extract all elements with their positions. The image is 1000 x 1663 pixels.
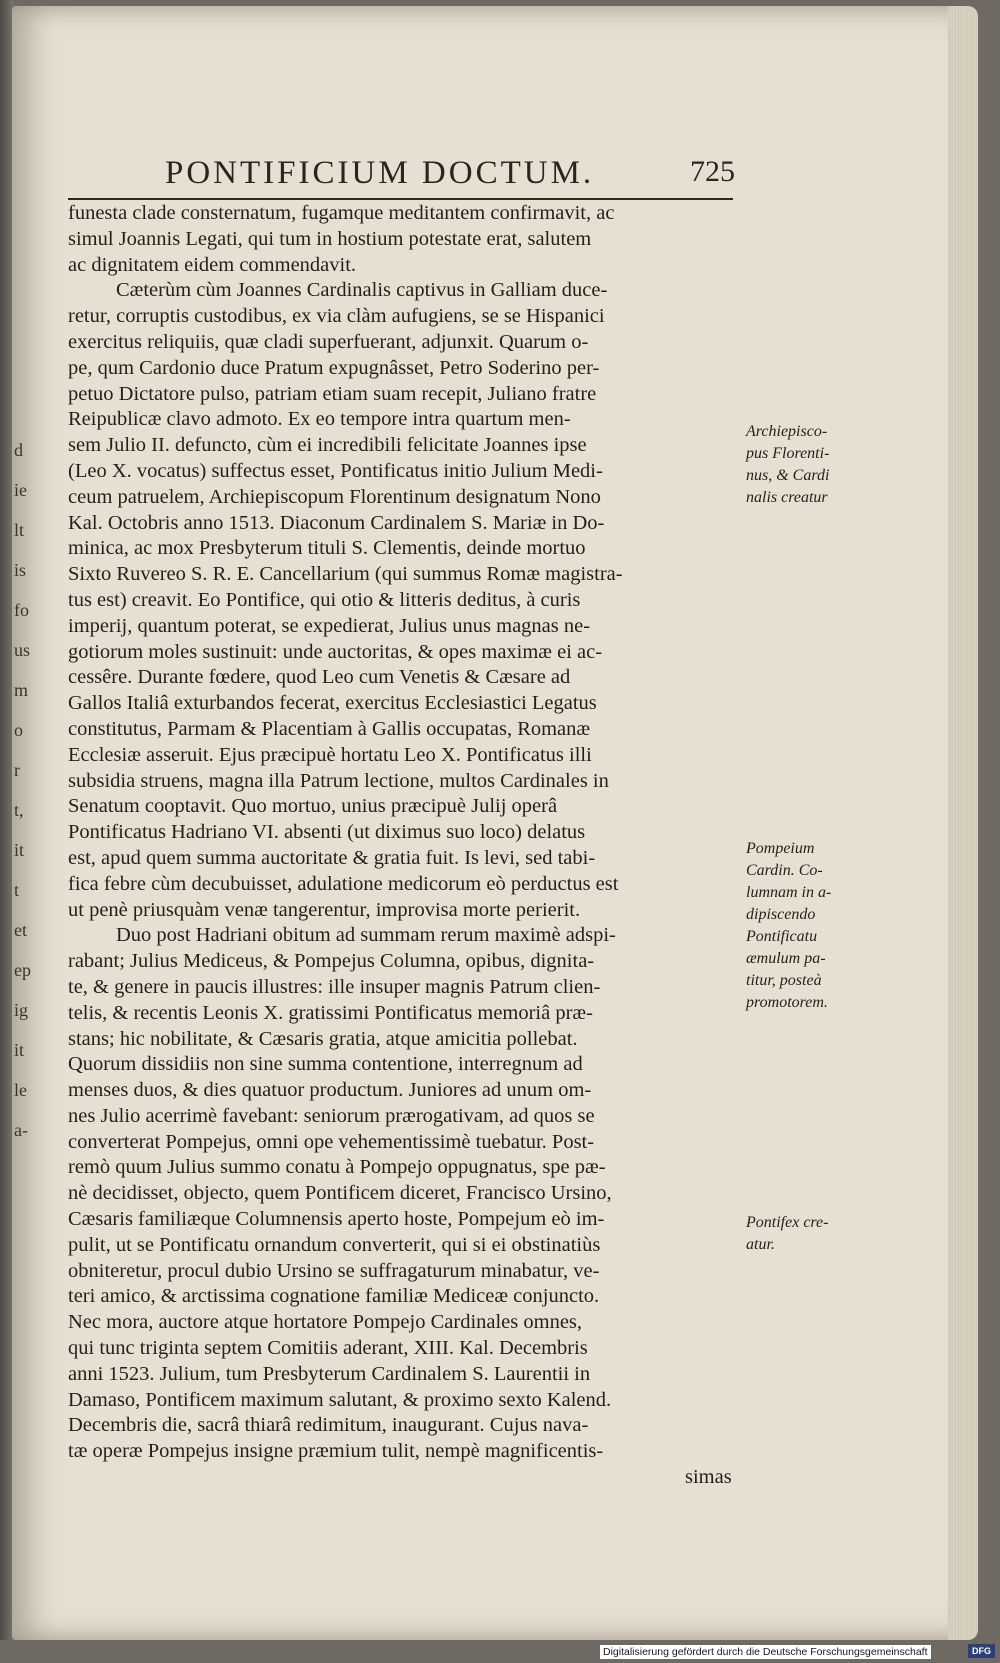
text-line: pulit, ut se Pontificatu ornandum converterit, qui si ei obstinatiùs (68, 1233, 601, 1256)
marginal-note-line: Pontificatu (746, 928, 818, 945)
text-line: Ecclesiæ asseruit. Ejus præcipuè hortatu Leo X. Pontificatus illi (68, 743, 592, 766)
text-line: nes Julio acerrimè favebant: seniorum prærogativam, ad quos se (68, 1104, 595, 1127)
text-line: tus est) creavit. Eo Pontifice, qui otio & litteris deditus, à curis (68, 588, 581, 611)
gutter-fragment: a- (14, 1120, 28, 1140)
gutter-fragment: us (14, 640, 31, 660)
gutter-fragment: fo (14, 600, 29, 620)
text-line: Cæsaris familiæque Columnensis aperto hoste, Pompejum eò im- (68, 1208, 605, 1231)
text-line: (Leo X. vocatus) suffectus esset, Pontificatus initio Julium Medi- (68, 459, 603, 482)
gutter-fragment: m (14, 680, 29, 700)
text-line: teri amico, & arctissima cognatione familiæ Mediceæ conjuncto. (68, 1285, 600, 1308)
text-line: qui tunc triginta septem Comitiis aderant, XIII. Kal. Decembris (68, 1337, 588, 1360)
text-line: Damaso, Pontificem maximum salutant, & proximo sexto Kalend. (68, 1388, 612, 1411)
marginal-note-line: Pompeium (746, 840, 815, 857)
text-line: tæ operæ Pompejus insigne præmium tulit, nempè magnificentis- (68, 1440, 604, 1463)
gutter-fragment: it (14, 1040, 25, 1060)
marginal-note-line: nalis creatur (746, 489, 828, 506)
text-line: Quorum dissidiis non sine summa contentione, interregnum ad (68, 1053, 583, 1076)
header-rule (68, 198, 733, 200)
text-line: funesta clade consternatum, fugamque meditantem confirmavit, ac (68, 202, 615, 224)
text-line: rabant; Julius Mediceus, & Pompejus Columna, opibus, dignita- (68, 950, 595, 973)
gutter-fragment: is (14, 560, 27, 580)
text-line: gotiorum moles sustinuit: unde auctoritas, & opes maximæ ei ac- (68, 640, 603, 663)
text-line: telis, & recentis Leonis X. gratissimi Pontificatus memoriâ præ- (68, 1001, 593, 1024)
marginal-note-line: Archiepisco- (746, 423, 828, 440)
gutter-fragment: ig (14, 1000, 29, 1020)
marginal-note-line: æmulum pa- (746, 950, 826, 967)
text-line: Gallos Italiâ exturbandos fecerat, exercitus Ecclesiastici Legatus (68, 692, 597, 715)
marginal-note-line: lumnam in a- (746, 884, 832, 901)
text-line: petuo Dictatore pulso, patriam etiam suam recepit, Juliano fratre (68, 382, 597, 405)
marginal-note-archiepiscopus (746, 421, 846, 509)
text-line: Cæterùm cùm Joannes Cardinalis captivus in Galliam duce- (116, 279, 608, 302)
page-header (165, 155, 735, 195)
text-line: Nec mora, auctore atque hortatore Pompejo Cardinales omnes, (68, 1311, 583, 1334)
text-line: minica, ac mox Presbyterum tituli S. Clementis, deinde mortuo (68, 537, 586, 560)
text-line: ceum patruelem, Archiepiscopum Florentinum designatum Nono (68, 485, 601, 508)
text-line: obniteretur, procul dubio Ursino se suffragaturum minabatur, ve- (68, 1259, 600, 1282)
gutter-fragment: it (14, 840, 25, 860)
text-line: Pontificatus Hadriano VI. absenti (ut diximus suo loco) delatus (68, 821, 586, 844)
text-line: exercitus reliquiis, quæ cladi superfuerant, adjunxit. Quarum o- (68, 330, 589, 353)
text-line: retur, corruptis custodibus, ex via clàm aufugiens, se se Hispanici (68, 305, 605, 328)
text-line: converterat Pompejus, omni ope vehementissimè tuebatur. Post- (68, 1130, 595, 1153)
marginal-note-line: Pontifex cre- (746, 1214, 829, 1231)
gutter-fragments (14, 430, 32, 1150)
marginal-note-line: atur. (746, 1236, 775, 1253)
text-line: subsidia struens, magna illa Patrum lectione, multos Cardinales in (68, 769, 609, 792)
text-line: Sixto Ruvereo S. R. E. Cancellarium (qui summus Romæ magistra- (68, 563, 623, 586)
text-line: simul Joannis Legati, qui tum in hostium potestate erat, salutem (68, 227, 592, 250)
text-line: nè decidisset, objecto, quem Pontificem diceret, Francisco Ursino, (68, 1182, 612, 1205)
text-line: remò quum Julius summo conatu à Pompejo oppugnatus, spe pæ- (68, 1156, 606, 1179)
text-line: Senatum cooptavit. Quo mortuo, unius præcipuè Julij operâ (68, 795, 558, 818)
text-line: est, apud quem summa auctoritate & gratia fuit. Is levi, sed tabi- (68, 846, 596, 869)
marginal-note-line: Cardin. Co- (746, 862, 823, 879)
catchword: simas (685, 1466, 732, 1489)
text-line: ac dignitatem eidem commendavit. (68, 253, 357, 276)
text-line: imperij, quantum poterat, se expedierat, Julius unus magnas ne- (68, 614, 591, 637)
page-number: 725 (690, 155, 735, 188)
gutter-fragment: le (14, 1080, 27, 1100)
gutter-fragment: r (14, 760, 20, 780)
marginal-note-line: dipiscendo (746, 906, 816, 923)
gutter-fragment: t (14, 880, 20, 900)
text-line: te, & genere in paucis illustres: ille insuper magnis Patrum clien- (68, 975, 601, 998)
gutter-fragment: d (14, 440, 23, 460)
marginal-note-line: titur, posteà (746, 972, 822, 989)
dfg-logo: DFG (968, 1644, 995, 1658)
gutter-fragment: et (14, 920, 27, 940)
marginal-note-pompeium (746, 838, 846, 1014)
text-line: fica febre cùm decubuisset, adulatione medicorum eò perductus est (68, 872, 619, 895)
marginal-note-line: promotorem. (746, 994, 828, 1011)
marginal-note-pontifex (746, 1212, 846, 1256)
gutter-fragment: lt (14, 520, 25, 540)
text-line: stans; hic nobilitate, & Cæsaris gratia, atque amicitia pollebat. (68, 1027, 578, 1050)
marginal-note-line: pus Florenti- (746, 445, 830, 462)
gutter-fragment: ep (14, 960, 31, 980)
marginal-note-line: nus, & Cardi (746, 467, 830, 484)
text-line: cessêre. Durante fœdere, quod Leo cum Venetis & Cæsare ad (68, 666, 571, 689)
gutter-fragment: o (14, 720, 23, 740)
text-line: Kal. Octobris anno 1513. Diaconum Cardinalem S. Mariæ in Do- (68, 511, 605, 534)
running-head: PONTIFICIUM DOCTUM. (165, 155, 595, 191)
text-line: pe, qum Cardonio duce Pratum expugnâsset, Petro Soderino per- (68, 356, 600, 379)
text-line: constitutus, Parmam & Placentiam à Gallis occupatas, Romanæ (68, 717, 591, 740)
digitization-credit: Digitalisierung gefördert durch die Deutsche Forschungsgemeinschaft (600, 1645, 931, 1659)
page-edge (948, 6, 978, 1640)
text-line: sem Julio II. defuncto, cùm ei incredibili felicitate Joannes ipse (68, 434, 587, 457)
text-line: Duo post Hadriani obitum ad summam rerum maximè adspi- (116, 924, 616, 947)
gutter-fragment: ie (14, 480, 27, 500)
text-line: anni 1523. Julium, tum Presbyterum Cardinalem S. Laurentii in (68, 1362, 591, 1385)
text-line: ut penè priusquàm venæ tangerentur, improvisa morte perierit. (68, 898, 581, 921)
text-line: Decembris die, sacrâ thiarâ redimitum, inaugurant. Cujus nava- (68, 1414, 589, 1437)
text-line: Reipublicæ clavo admoto. Ex eo tempore intra quartum men- (68, 408, 571, 431)
body-text (68, 201, 738, 1491)
gutter-fragment: t, (14, 800, 24, 820)
text-line: menses duos, & dies quatuor productum. Juniores ad unum om- (68, 1079, 592, 1102)
